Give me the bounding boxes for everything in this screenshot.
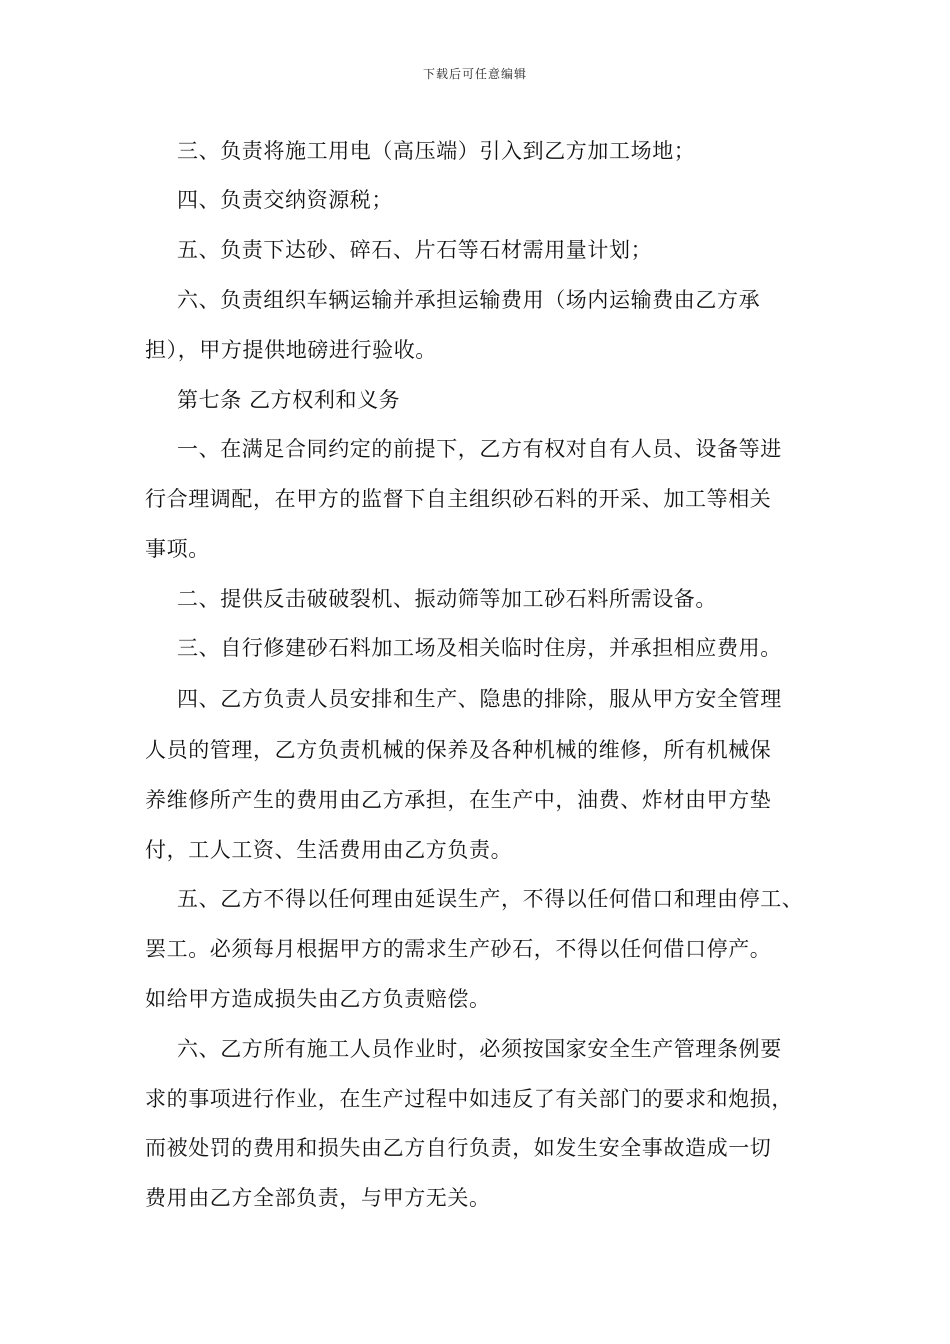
body-line: 养维修所产生的费用由乙方承担，在生产中，油费、炸材由甲方垫 — [145, 788, 772, 812]
body-line: 人员的管理，乙方负责机械的保养及各种机械的维修，所有机械保 — [145, 738, 772, 762]
body-line: 四、乙方负责人员安排和生产、隐患的排除，服从甲方安全管理 — [177, 687, 782, 711]
body-line: 如给甲方造成损失由乙方负责赔偿。 — [145, 987, 491, 1011]
body-line: 担），甲方提供地磅进行验收。 — [145, 338, 437, 362]
body-line: 求的事项进行作业，在生产过程中如违反了有关部门的要求和炮损， — [145, 1087, 793, 1111]
body-line: 行合理调配，在甲方的监督下自主组织砂石料的开采、加工等相关 — [145, 487, 772, 511]
body-line: 而被处罚的费用和损失由乙方自行负责，如发生安全事故造成一切 — [145, 1136, 772, 1160]
body-line: 三、自行修建砂石料加工场及相关临时住房，并承担相应费用。 — [177, 636, 782, 660]
page-header: 下载后可任意编辑 — [422, 67, 527, 81]
body-line: 五、负责下达砂、碎石、片石等石材需用量计划； — [177, 238, 653, 262]
section-heading: 第七条 乙方权利和义务 — [177, 388, 401, 412]
body-line: 三、负责将施工用电（高压端）引入到乙方加工场地； — [177, 139, 696, 163]
body-line: 付，工人工资、生活费用由乙方负责。 — [145, 838, 513, 862]
body-line: 费用由乙方全部负责，与甲方无关。 — [145, 1186, 491, 1210]
body-line: 二、提供反击破破裂机、振动筛等加工砂石料所需设备。 — [177, 587, 717, 611]
body-line: 罢工。必须每月根据甲方的需求生产砂石，不得以任何借口停产。 — [145, 937, 772, 961]
body-line: 事项。 — [145, 537, 210, 561]
body-line: 四、负责交纳资源税； — [177, 188, 393, 212]
body-line: 五、乙方不得以任何理由延误生产，不得以任何借口和理由停工、 — [177, 887, 804, 911]
body-line: 六、乙方所有施工人员作业时，必须按国家安全生产管理条例要 — [177, 1037, 782, 1061]
body-line: 一、在满足合同约定的前提下，乙方有权对自有人员、设备等进 — [177, 437, 782, 461]
body-line: 六、负责组织车辆运输并承担运输费用（场内运输费由乙方承 — [177, 288, 761, 312]
